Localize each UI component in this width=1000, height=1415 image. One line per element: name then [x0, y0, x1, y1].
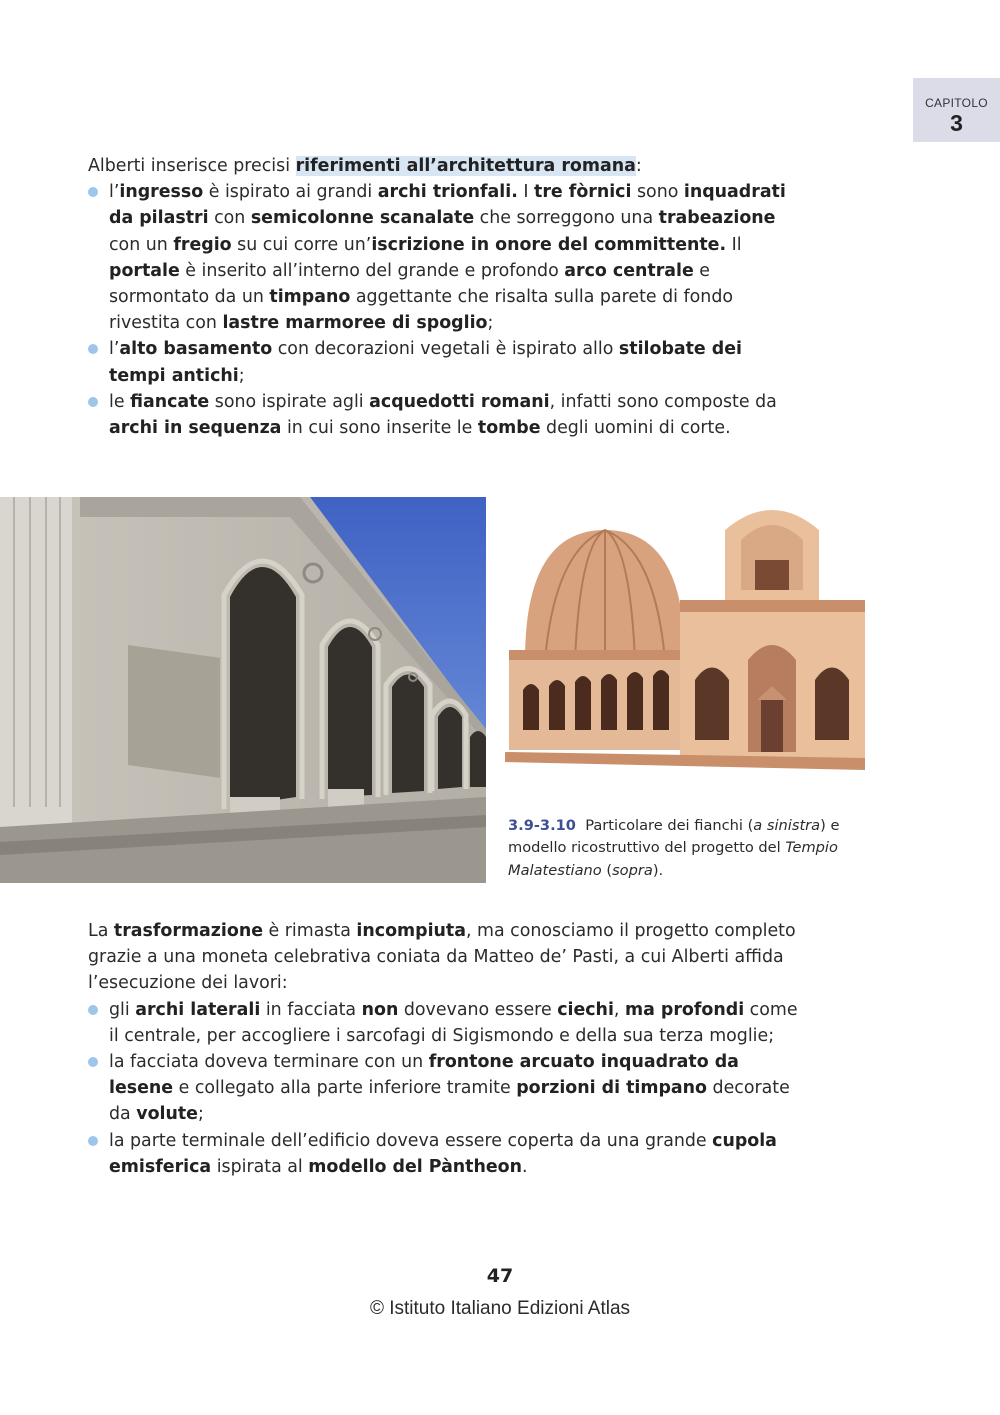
chapter-tab	[913, 78, 1000, 142]
figure-number: 3.9-3.10	[508, 817, 576, 834]
list-item: la parte terminale dell’edificio doveva essere coperta da una grande cupola emisferica ispirata al modello del Pàntheon.	[88, 1128, 800, 1180]
list-item: gli archi laterali in facciata non dovevano essere ciechi, ma profondi come il centrale, per accogliere i sarcofagi di Sigismondo e della sua terza moglie;	[88, 997, 800, 1049]
figure-caption: 3.9-3.10 Particolare dei fianchi (a sinistra) e modello ricostruttivo del progetto del Tempio Malatestiano (sopra).	[508, 817, 840, 879]
copyright: © Istituto Italiano Edizioni Atlas	[369, 1298, 631, 1319]
page-number: 47	[486, 1265, 514, 1287]
list-item: le fiancate sono ispirate agli acquedotti romani, infatti sono composte da archi in sequenza in cui sono inserite le tombe degli uomini di corte.	[88, 389, 800, 441]
list-item: l’ingresso è ispirato ai grandi archi trionfali. I tre fòrnici sono inquadrati da pilastri con semicolonne scanalate che sorreggono una trabeazione con un fregio su cui corre un’iscrizione in onore del committente. Il portale è inserito all’interno del grande e profondo arco centrale e sormontato da un timpano aggettante che risalta sulla parete di fondo rivestita con lastre marmoree di spoglio;	[88, 179, 800, 336]
section-2	[88, 918, 800, 1180]
chapter-number: 3	[950, 110, 963, 136]
list-item: l’alto basamento con decorazioni vegetali è ispirato allo stilobate dei tempi antichi;	[88, 336, 800, 388]
section-2-list	[88, 997, 800, 1180]
arcade-photo	[0, 497, 486, 883]
section-1-list	[88, 179, 800, 441]
list-item: la facciata doveva terminare con un frontone arcuato inquadrato da lesene e collegato alla parte inferiore tramite porzioni di timpano decorate da volute;	[88, 1049, 800, 1128]
section-1-intro: Alberti inserisce precisi riferimenti all’architettura romana:	[88, 156, 642, 176]
temple-model-photo	[505, 490, 875, 780]
section-1	[88, 153, 800, 441]
chapter-label: CAPITOLO	[925, 96, 988, 110]
section-2-intro: La trasformazione è rimasta incompiuta, ma conosciamo il progetto completo grazie a una moneta celebrativa coniata da Matteo de’ Pasti, a cui Alberti affida l’esecuzione dei lavori:	[88, 921, 796, 994]
